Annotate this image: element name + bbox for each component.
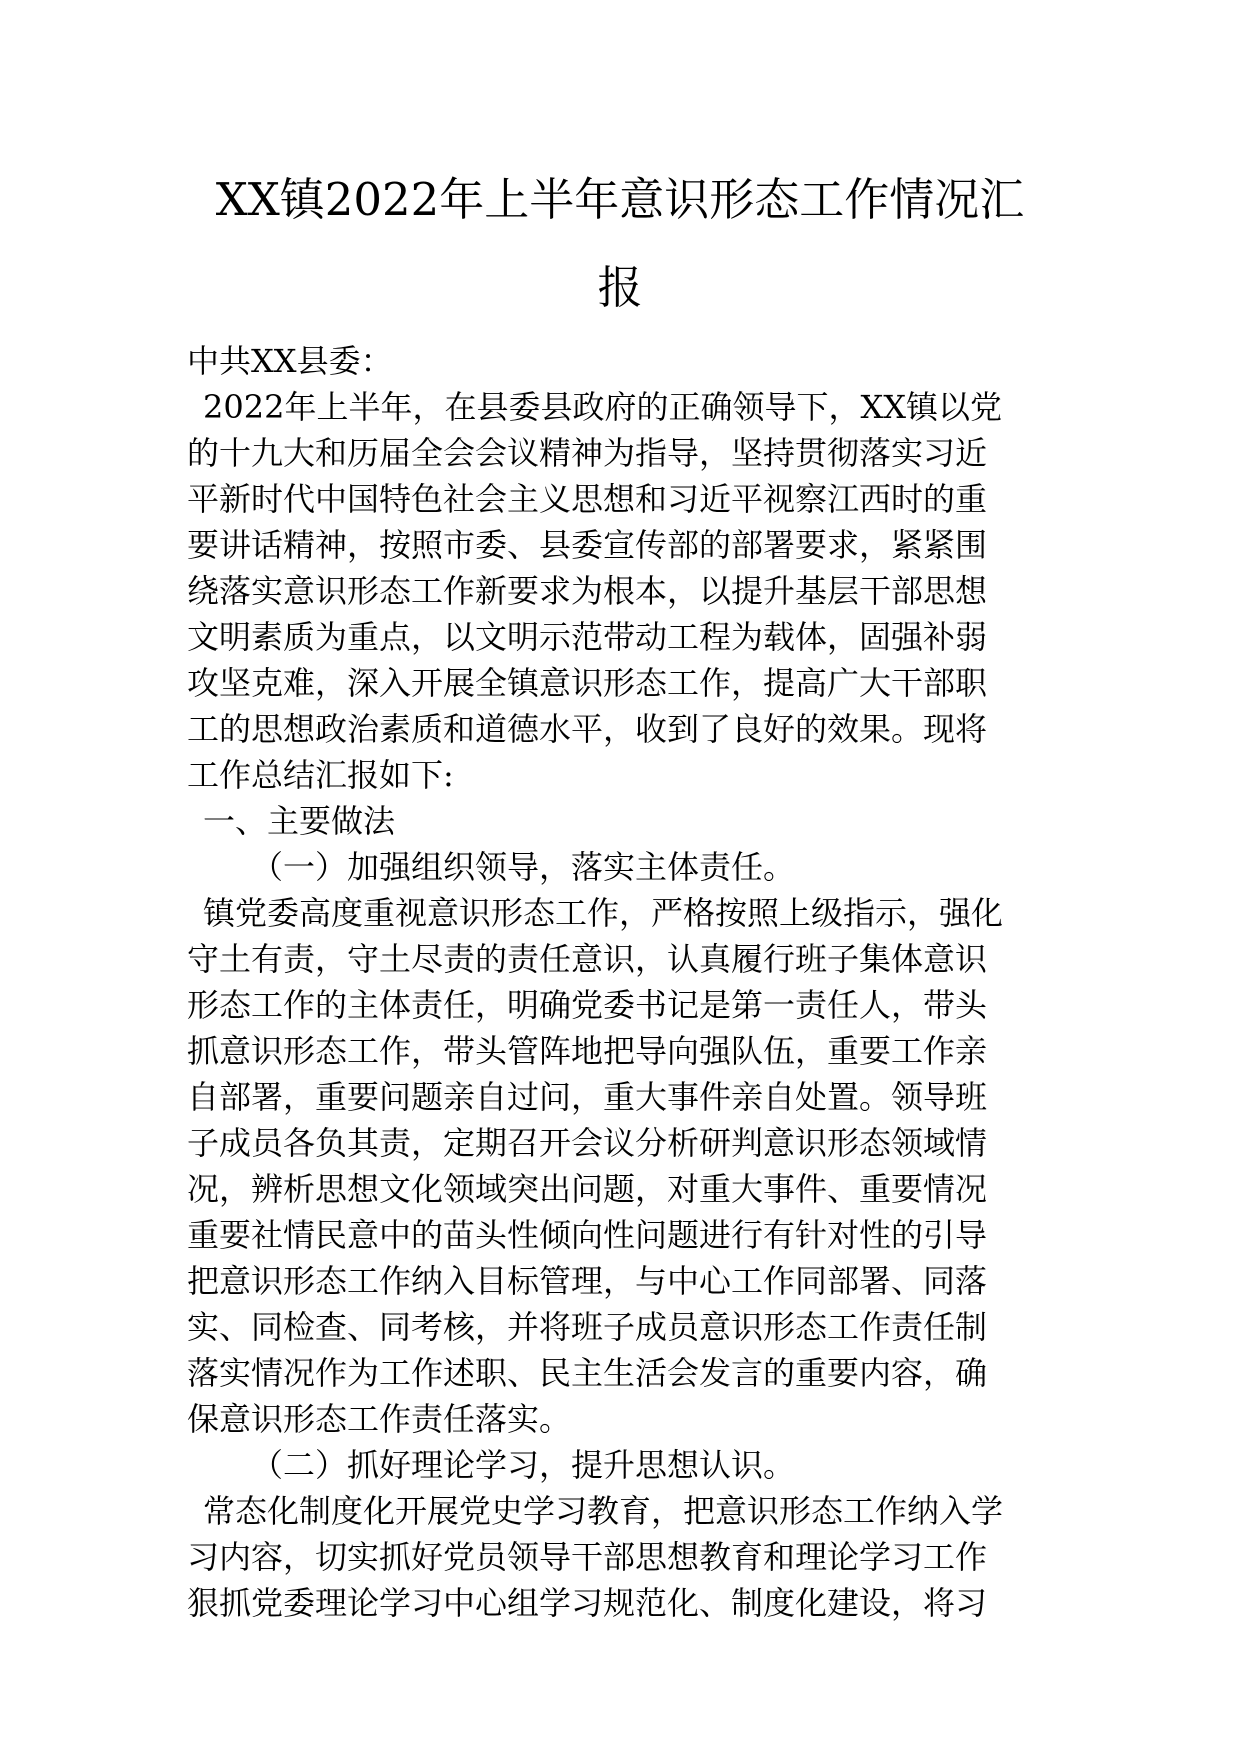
body-text-line: 重要社情民意中的苗头性倾向性问题进行有针对性的引导 bbox=[187, 1216, 988, 1254]
body-text-line: 攻坚克难，深入开展全镇意识形态工作，提高广大干部职 bbox=[187, 664, 988, 702]
body-text-line: 习内容，切实抓好党员领导干部思想教育和理论学习工作 bbox=[187, 1538, 988, 1576]
body-text-line: 镇党委高度重视意识形态工作，严格按照上级指示，强化 bbox=[203, 894, 1004, 932]
body-text-line: 形态工作的主体责任，明确党委书记是第一责任人，带头 bbox=[187, 986, 988, 1024]
body-text-line: 实、同检查、同考核，并将班子成员意识形态工作责任制 bbox=[187, 1308, 988, 1346]
body-text-line: 2022年上半年，在县委县政府的正确领导下，XX镇以党 bbox=[203, 388, 1003, 426]
document-title-line-1: XX镇2022年上半年意识形态工作情况汇 bbox=[215, 173, 1025, 226]
body-text-line: （一）加强组织领导，落实主体责任。 bbox=[251, 848, 796, 886]
body-text-line: 常态化制度化开展党史学习教育，把意识形态工作纳入学 bbox=[203, 1492, 1004, 1530]
body-text-line: 的十九大和历届全会会议精神为指导，坚持贯彻落实习近 bbox=[187, 434, 988, 472]
body-text-line: 一、主要做法 bbox=[203, 802, 396, 840]
body-text-line: 保意识形态工作责任落实。 bbox=[187, 1400, 572, 1438]
body-text-line: 平新时代中国特色社会主义思想和习近平视察江西时的重 bbox=[187, 480, 988, 518]
body-text-line: 中共XX县委： bbox=[187, 342, 393, 380]
document-title-line-2: 报 bbox=[597, 261, 643, 314]
body-text-line: （二）抓好理论学习，提升思想认识。 bbox=[251, 1446, 796, 1484]
body-text-line: 把意识形态工作纳入目标管理，与中心工作同部署、同落 bbox=[187, 1262, 988, 1300]
body-text-line: 况，辨析思想文化领域突出问题，对重大事件、重要情况 bbox=[187, 1170, 988, 1208]
body-text-line: 要讲话精神，按照市委、县委宣传部的部署要求，紧紧围 bbox=[187, 526, 988, 564]
body-text-line: 狠抓党委理论学习中心组学习规范化、制度化建设，将习 bbox=[187, 1584, 988, 1622]
body-text-line: 工的思想政治素质和道德水平，收到了良好的效果。现将 bbox=[187, 710, 988, 748]
document-body bbox=[187, 338, 1067, 1626]
body-text-line: 子成员各负其责，定期召开会议分析研判意识形态领域情 bbox=[187, 1124, 988, 1162]
body-text-line: 落实情况作为工作述职、民主生活会发言的重要内容，确 bbox=[187, 1354, 988, 1392]
body-text-line: 文明素质为重点，以文明示范带动工程为载体，固强补弱 bbox=[187, 618, 988, 656]
body-text-line: 自部署，重要问题亲自过问，重大事件亲自处置。领导班 bbox=[187, 1078, 988, 1116]
body-text-line: 绕落实意识形态工作新要求为根本，以提升基层干部思想 bbox=[187, 572, 988, 610]
body-text-line: 工作总结汇报如下: bbox=[187, 756, 454, 794]
body-text-line: 抓意识形态工作，带头管阵地把导向强队伍，重要工作亲 bbox=[187, 1032, 988, 1070]
body-text-line: 守土有责，守土尽责的责任意识，认真履行班子集体意识 bbox=[187, 940, 988, 978]
